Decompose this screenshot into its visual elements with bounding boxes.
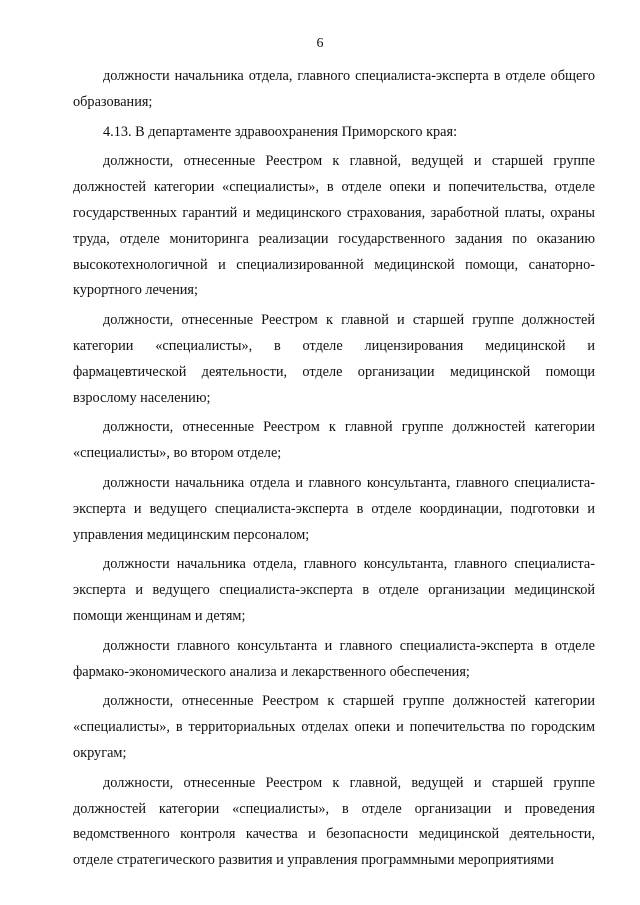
- paragraph-3: должности, отнесенные Реестром к главной, ведущей и старшей группе должностей категории «специалисты», в отделе опеки и попечительства, отделе государственных гарантий и медицинского страхования, заработной платы, охраны труда, отделе мониторинга реализации государственного задания по оказанию высокотехнологичной и специализированной медицинской помощи, санаторно-курортного лечения;: [73, 153, 595, 299]
- paragraph-5: должности, отнесенные Реестром к главной группе должностей категории «специалисты», во втором отделе;: [73, 419, 595, 462]
- paragraph-7: должности начальника отдела, главного консультанта, главного специалиста-эксперта и ведущего специалиста-эксперта в отделе организации медицинской помощи женщинам и детям;: [73, 556, 595, 624]
- page-number: 6: [316, 36, 324, 51]
- paragraph-8: должности главного консультанта и главного специалиста-эксперта в отделе фармако-экономического анализа и лекарственного обеспечения;: [73, 637, 595, 680]
- paragraph-10: должности, отнесенные Реестром к главной, ведущей и старшей группе должностей категории «специалисты», в отделе организации и проведения ведомственного контроля качества и безопасности медицинской деятельности, отделе стратегического развития и управления программными мероприятиями: [73, 774, 595, 869]
- paragraph-2: 4.13. В департаменте здравоохранения Приморского края:: [103, 123, 458, 140]
- document-body: [73, 64, 595, 878]
- paragraph-6: должности начальника отдела и главного консультанта, главного специалиста-эксперта и ведущего специалиста-эксперта в отделе координации, подготовки и управления медицинским персоналом;: [73, 474, 595, 543]
- paragraph-4: должности, отнесенные Реестром к главной и старшей группе должностей категории «специалисты», в отделе лицензирования медицинской и фармацевтической деятельности, отделе организации медицинской помощи взрослому населению;: [73, 312, 595, 406]
- paragraph-1: должности начальника отдела, главного специалиста-эксперта в отделе общего образования;: [73, 68, 595, 110]
- paragraph-9: должности, отнесенные Реестром к старшей группе должностей категории «специалисты», в территориальных отделах опеки и попечительства по городским округам;: [73, 693, 595, 761]
